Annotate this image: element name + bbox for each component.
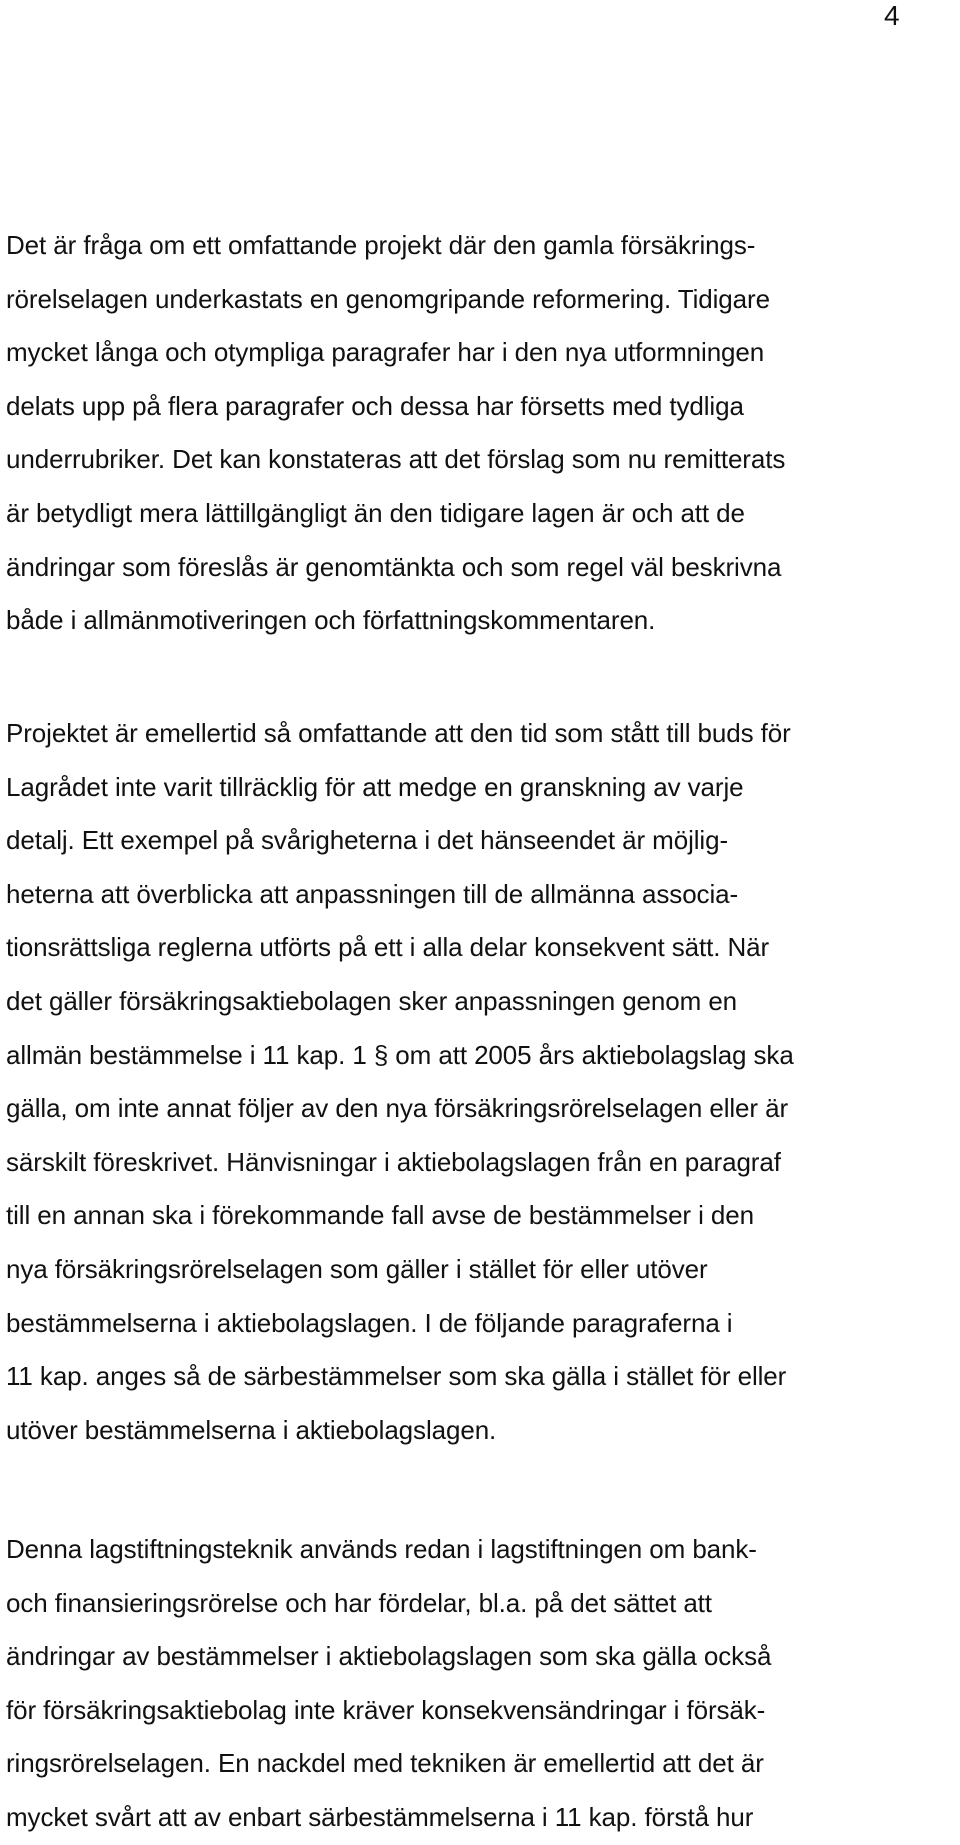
- text-line: utöver bestämmelserna i aktiebolagslagen.: [6, 1414, 497, 1445]
- text-line: Projektet är emellertid så omfattande att den tid som stått till buds för: [6, 718, 791, 748]
- text-line: särskilt föreskrivet. Hänvisningar i aktiebolagslagen från en paragraf: [6, 1146, 781, 1177]
- text-line: gälla, om inte annat följer av den nya försäkringsrörelselagen eller är: [6, 1093, 789, 1124]
- text-line: till en annan ska i förekommande fall avse de bestämmelser i den: [6, 1200, 754, 1231]
- text-line: mycket svårt att av enbart särbestämmelserna i 11 kap. förstå hur: [6, 1801, 754, 1832]
- text-line: heterna att överblicka att anpassningen till de allmänna associa-: [6, 878, 739, 909]
- text-line: ändringar som föreslås är genomtänkta och som regel väl beskrivna: [6, 551, 782, 582]
- text-line: delats upp på flera paragrafer och dessa har försetts med tydliga: [6, 390, 744, 421]
- text-line: rörelselagen underkastats en genomgripande reformering. Tidigare: [6, 283, 770, 314]
- page-number: 4: [884, 0, 900, 31]
- text-line: allmän bestämmelse i 11 kap. 1 § om att 2005 års aktiebolagslag ska: [6, 1039, 794, 1070]
- text-line: underrubriker. Det kan konstateras att det förslag som nu remitterats: [6, 444, 786, 475]
- text-line: det gäller försäkringsaktiebolagen sker anpassningen genom en: [6, 985, 738, 1016]
- text-line: och finansieringsrörelse och har fördelar, bl.a. på det sättet att: [6, 1587, 712, 1618]
- text-line: ringsrörelselagen. En nackdel med tekniken är emellertid att det är: [6, 1748, 764, 1779]
- text-line: både i allmänmotiveringen och författningskommentaren.: [6, 605, 656, 636]
- text-line: Det är fråga om ett omfattande projekt där den gamla försäkrings-: [6, 230, 756, 260]
- text-line: Lagrådet inte varit tillräcklig för att medge en granskning av varje: [6, 771, 744, 802]
- text-line: ändringar av bestämmelser i aktiebolagslagen som ska gälla också: [6, 1641, 772, 1672]
- text-line: 11 kap. anges så de särbestämmelser som ska gälla i stället för eller: [6, 1361, 787, 1392]
- text-line: nya försäkringsrörelselagen som gäller i stället för eller utöver: [6, 1253, 708, 1284]
- paragraph-2: [6, 707, 794, 1457]
- text-line: Denna lagstiftningsteknik används redan i lagstiftningen om bank-: [6, 1534, 757, 1564]
- text-line: detalj. Ett exempel på svårigheterna i det hänseendet är möjlig-: [6, 825, 729, 856]
- text-line: är betydligt mera lättillgängligt än den tidigare lagen är och att de: [6, 497, 745, 528]
- text-line: tionsrättsliga reglerna utförts på ett i alla delar konsekvent sätt. När: [6, 932, 770, 963]
- text-line: bestämmelserna i aktiebolagslagen. I de följande paragraferna i: [6, 1307, 733, 1338]
- text-line: mycket långa och otympliga paragrafer har i den nya utformningen: [6, 337, 765, 368]
- paragraph-1: [6, 219, 785, 648]
- text-line: för försäkringsaktiebolag inte kräver konsekvensändringar i försäk-: [6, 1694, 766, 1725]
- paragraph-3: [6, 1523, 771, 1845]
